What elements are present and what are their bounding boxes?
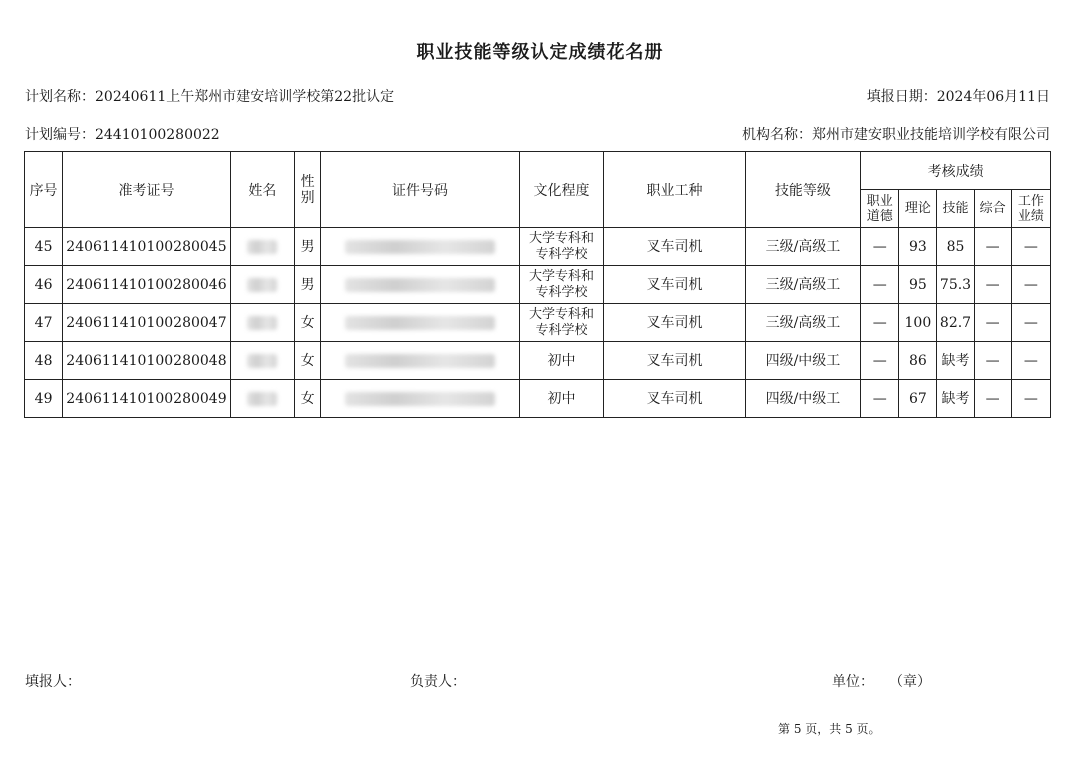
cell-exam-number: 240611410100280047 (63, 304, 231, 342)
cell-seq: 49 (25, 380, 63, 418)
cell-overall: — (974, 342, 1011, 380)
cell-gender: 女 (295, 342, 321, 380)
header-gender-line2: 别 (300, 189, 315, 206)
cell-exam-number: 240611410100280045 (63, 228, 231, 266)
unit-seal-area (832, 671, 931, 691)
cell-skill: 缺考 (937, 342, 974, 380)
education-line1: 大学专科和 (529, 306, 595, 322)
cell-gender: 女 (295, 304, 321, 342)
cell-skill: 85 (937, 228, 974, 266)
education-line2: 专科学校 (535, 284, 588, 300)
cell-ethics: — (861, 228, 899, 266)
table-row (25, 380, 1051, 418)
cell-overall: — (974, 228, 1011, 266)
cell-occupation: 叉车司机 (604, 228, 746, 266)
cell-exam-number: 240611410100280046 (63, 266, 231, 304)
redaction-blur (345, 316, 495, 330)
redaction-blur (345, 354, 495, 368)
cell-skill: 缺考 (937, 380, 974, 418)
header-seq: 序号 (25, 152, 63, 228)
cell-performance: — (1011, 380, 1050, 418)
header-ethics (861, 190, 899, 228)
cell-theory: 86 (899, 342, 937, 380)
redaction-blur (247, 354, 277, 368)
education-line2: 专科学校 (535, 246, 588, 262)
page-info: 第 5 页，共 5 页。 (778, 722, 881, 736)
seal-label: （章） (896, 674, 931, 690)
cell-theory: 93 (899, 228, 937, 266)
header-gender-line1: 性 (300, 173, 315, 190)
header-performance (1011, 190, 1050, 228)
cell-seq: 47 (25, 304, 63, 342)
redaction-blur (345, 278, 495, 292)
table-row (25, 228, 1051, 266)
cell-skill-level: 三级/高级工 (745, 266, 860, 304)
cell-occupation: 叉车司机 (604, 266, 746, 304)
cell-gender: 男 (295, 228, 321, 266)
cell-skill-level: 四级/中级工 (745, 342, 860, 380)
header-skill: 技能 (937, 190, 974, 228)
cell-id-redacted (321, 266, 520, 304)
table-row (25, 266, 1051, 304)
cell-ethics: — (861, 266, 899, 304)
header-performance-line1: 工作 (1017, 193, 1044, 209)
cell-gender: 男 (295, 266, 321, 304)
cell-education (519, 228, 603, 266)
education-line2: 专科学校 (535, 322, 588, 338)
header-occupation: 职业工种 (604, 152, 746, 228)
header-theory: 理论 (899, 190, 937, 228)
cell-exam-number: 240611410100280048 (63, 342, 231, 380)
document-title: 职业技能等级认定成绩花名册 (416, 42, 664, 63)
cell-skill: 75.3 (937, 266, 974, 304)
cell-education (519, 266, 603, 304)
header-performance-line2: 业绩 (1017, 208, 1044, 224)
header-overall: 综合 (974, 190, 1011, 228)
cell-ethics: — (861, 380, 899, 418)
education-line1: 大学专科和 (529, 230, 595, 246)
unit-label: 单位： (832, 674, 874, 690)
header-name: 姓名 (230, 152, 294, 228)
cell-name-redacted (230, 304, 294, 342)
cell-occupation: 叉车司机 (604, 342, 746, 380)
cell-overall: — (974, 266, 1011, 304)
filler-label: 填报人： (25, 674, 81, 690)
redaction-blur (247, 278, 277, 292)
cell-name-redacted (230, 380, 294, 418)
cell-skill-level: 三级/高级工 (745, 228, 860, 266)
cell-gender: 女 (295, 380, 321, 418)
cell-performance: — (1011, 228, 1050, 266)
cell-exam-number: 240611410100280049 (63, 380, 231, 418)
score-roster-table (24, 151, 1051, 418)
responsible-label: 负责人： (410, 674, 466, 690)
table-row (25, 304, 1051, 342)
cell-ethics: — (861, 342, 899, 380)
cell-id-redacted (321, 342, 520, 380)
cell-theory: 95 (899, 266, 937, 304)
cell-skill-level: 三级/高级工 (745, 304, 860, 342)
cell-overall: — (974, 304, 1011, 342)
cell-skill: 82.7 (937, 304, 974, 342)
cell-performance: — (1011, 342, 1050, 380)
cell-education: 初中 (519, 342, 603, 380)
cell-performance: — (1011, 304, 1050, 342)
plan-number: 计划编号：24410100280022 (25, 127, 220, 143)
redaction-blur (345, 392, 495, 406)
cell-id-redacted (321, 304, 520, 342)
cell-education (519, 304, 603, 342)
cell-name-redacted (230, 266, 294, 304)
header-gender (295, 152, 321, 228)
cell-overall: — (974, 380, 1011, 418)
organization-name: 机构名称：郑州市建安职业技能培训学校有限公司 (742, 127, 1050, 143)
cell-seq: 48 (25, 342, 63, 380)
cell-id-redacted (321, 380, 520, 418)
cell-name-redacted (230, 342, 294, 380)
header-id-number: 证件号码 (321, 152, 520, 228)
cell-skill-level: 四级/中级工 (745, 380, 860, 418)
cell-seq: 45 (25, 228, 63, 266)
plan-name: 计划名称：20240611上午郑州市建安培训学校第22批认定 (25, 89, 395, 105)
education-line1: 大学专科和 (529, 268, 595, 284)
cell-theory: 67 (899, 380, 937, 418)
fill-date: 填报日期：2024年06月11日 (866, 89, 1050, 105)
header-ethics-line1: 职业 (866, 193, 893, 209)
redaction-blur (345, 240, 495, 254)
table-row (25, 342, 1051, 380)
header-ethics-line2: 道德 (866, 208, 893, 224)
cell-occupation: 叉车司机 (604, 380, 746, 418)
cell-ethics: — (861, 304, 899, 342)
redaction-blur (247, 316, 277, 330)
cell-education: 初中 (519, 380, 603, 418)
cell-occupation: 叉车司机 (604, 304, 746, 342)
redaction-blur (247, 240, 277, 254)
header-skill-level: 技能等级 (745, 152, 860, 228)
cell-seq: 46 (25, 266, 63, 304)
header-education: 文化程度 (519, 152, 603, 228)
cell-theory: 100 (899, 304, 937, 342)
header-exam-number: 准考证号 (63, 152, 231, 228)
redaction-blur (247, 392, 277, 406)
cell-performance: — (1011, 266, 1050, 304)
header-score-group: 考核成绩 (861, 152, 1051, 190)
cell-name-redacted (230, 228, 294, 266)
cell-id-redacted (321, 228, 520, 266)
